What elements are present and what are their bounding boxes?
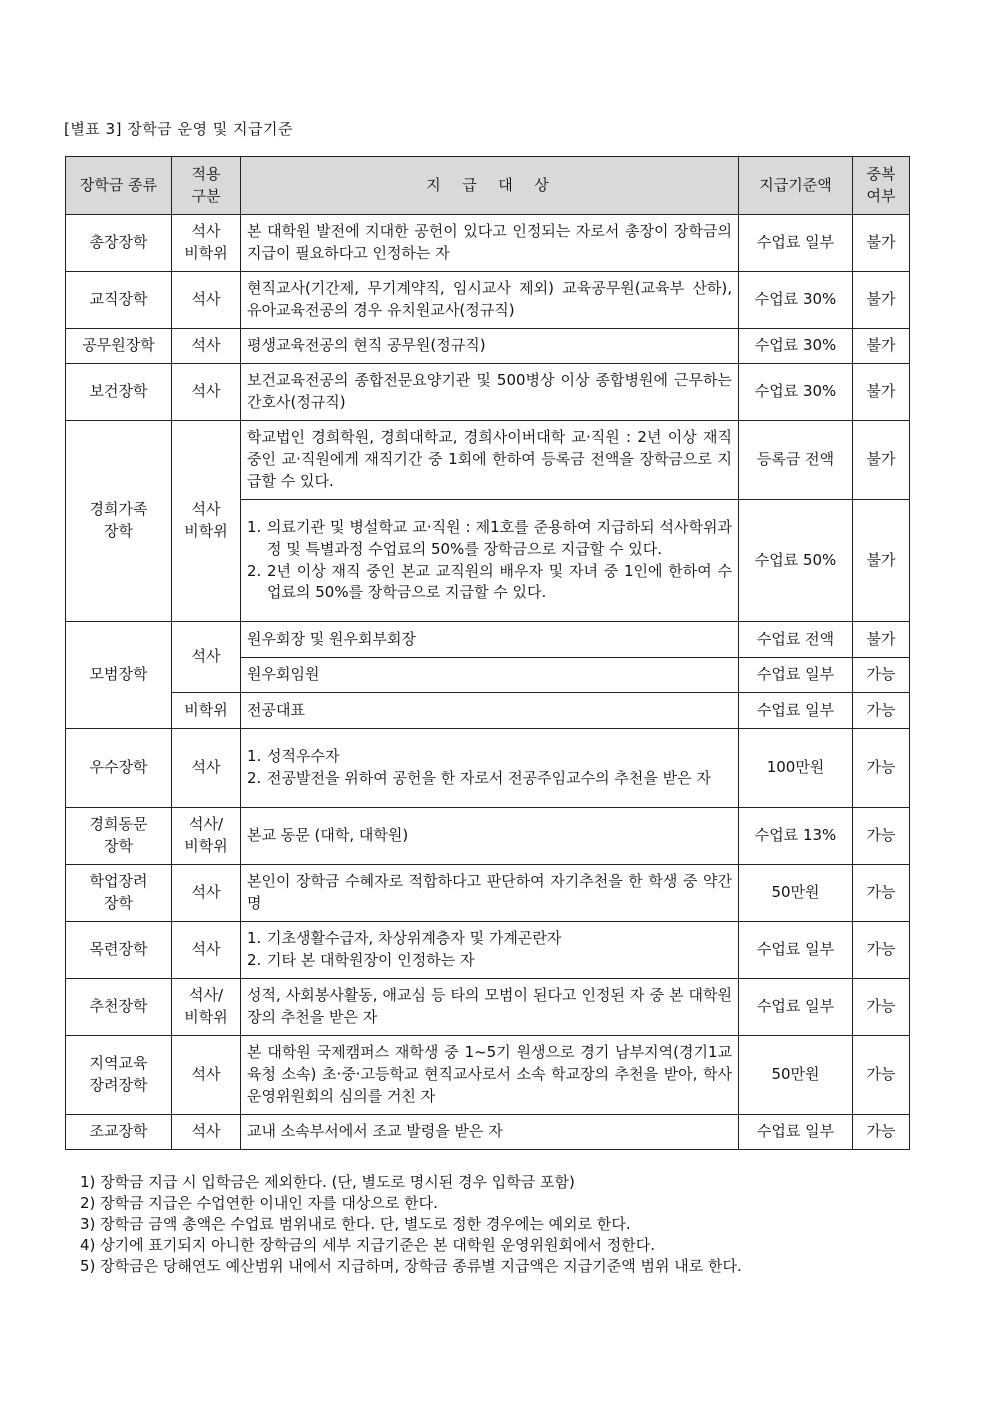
list-item: 1. 기초생활수급자, 차상위계층자 및 가계곤란자 bbox=[247, 929, 562, 948]
list-item: 1. 성적우수자 bbox=[247, 747, 340, 766]
scholarship-type: 학업장려 장학 bbox=[66, 865, 172, 922]
standard-amount: 수업료 50% bbox=[739, 500, 853, 622]
header-type: 장학금 종류 bbox=[66, 157, 172, 215]
duplicate-allowed: 가능 bbox=[853, 658, 910, 693]
scholarship-table bbox=[65, 156, 910, 1150]
header-standard: 지급기준액 bbox=[739, 157, 853, 215]
target: 원우회장 및 원우회부회장 bbox=[241, 622, 739, 658]
target: 본교 동문 (대학, 대학원) bbox=[241, 808, 739, 865]
scholarship-type: 보건장학 bbox=[66, 364, 172, 421]
scholarship-type: 총장장학 bbox=[66, 215, 172, 272]
scholarship-type: 경희동문 장학 bbox=[66, 808, 172, 865]
applies-to: 석사 bbox=[172, 364, 241, 421]
target bbox=[241, 729, 739, 808]
table-row bbox=[66, 272, 910, 329]
duplicate-allowed: 가능 bbox=[853, 808, 910, 865]
standard-amount: 수업료 13% bbox=[739, 808, 853, 865]
scholarship-type: 우수장학 bbox=[66, 729, 172, 808]
table-row bbox=[66, 729, 910, 808]
target: 교내 소속부서에서 조교 발령을 받은 자 bbox=[241, 1115, 739, 1150]
standard-amount: 수업료 일부 bbox=[739, 979, 853, 1036]
duplicate-allowed: 가능 bbox=[853, 979, 910, 1036]
table-row bbox=[66, 808, 910, 865]
standard-amount: 수업료 일부 bbox=[739, 658, 853, 693]
standard-amount: 수업료 일부 bbox=[739, 693, 853, 729]
table-row bbox=[66, 329, 910, 364]
table-row bbox=[66, 922, 910, 979]
applies-to: 비학위 bbox=[172, 693, 241, 729]
table-row bbox=[66, 622, 910, 658]
target: 보건교육전공의 종합전문요양기관 및 500병상 이상 종합병원에 근무하는 간호사(정규직) bbox=[241, 364, 739, 421]
footnote: 3) 장학금 금액 총액은 수업료 범위내로 한다. 단, 별도로 정한 경우에는 예외로 한다. bbox=[80, 1215, 631, 1233]
duplicate-allowed: 가능 bbox=[853, 1115, 910, 1150]
footnotes bbox=[80, 1172, 742, 1277]
standard-amount: 수업료 30% bbox=[739, 329, 853, 364]
table-row bbox=[66, 215, 910, 272]
duplicate-allowed: 가능 bbox=[853, 729, 910, 808]
standard-amount: 수업료 30% bbox=[739, 272, 853, 329]
target: 전공대표 bbox=[241, 693, 739, 729]
table-row bbox=[66, 364, 910, 421]
list-item: 2. 기타 본 대학원장이 인정하는 자 bbox=[247, 951, 475, 969]
scholarship-type: 경희가족 장학 bbox=[66, 421, 172, 622]
target: 원우회임원 bbox=[241, 658, 739, 693]
header-duplicate: 중복 여부 bbox=[853, 157, 910, 215]
target: 본인이 장학금 수혜자로 적합하다고 판단하여 자기추천을 한 학생 중 약간명 bbox=[241, 865, 739, 922]
target: 본 대학원 국제캠퍼스 재학생 중 1~5기 원생으로 경기 남부지역(경기1교육청 소속) 초·중·고등학교 현직교사로서 소속 학교장의 추천을 받아, 학사운영위원회의 심의를 거친 자 bbox=[241, 1036, 739, 1115]
standard-amount: 수업료 일부 bbox=[739, 215, 853, 272]
applies-to: 석사/ 비학위 bbox=[172, 808, 241, 865]
duplicate-allowed: 불가 bbox=[853, 329, 910, 364]
header-target: 지 급 대 상 bbox=[241, 157, 739, 215]
scholarship-type: 지역교육 장려장학 bbox=[66, 1036, 172, 1115]
scholarship-type: 공무원장학 bbox=[66, 329, 172, 364]
applies-to: 석사 비학위 bbox=[172, 215, 241, 272]
scholarship-type: 추천장학 bbox=[66, 979, 172, 1036]
applies-to: 석사 bbox=[172, 729, 241, 808]
duplicate-allowed: 불가 bbox=[853, 215, 910, 272]
duplicate-allowed: 불가 bbox=[853, 500, 910, 622]
footnote: 1) 장학금 지급 시 입학금은 제외한다. (단, 별도로 명시된 경우 입학금 포함) bbox=[80, 1173, 575, 1191]
standard-amount: 100만원 bbox=[739, 729, 853, 808]
applies-to: 석사 bbox=[172, 1115, 241, 1150]
target: 본 대학원 발전에 지대한 공헌이 있다고 인정되는 자로서 총장이 장학금의 지급이 필요하다고 인정하는 자 bbox=[241, 215, 739, 272]
list-item: 2. 2년 이상 재직 중인 본교 교직원의 배우자 및 자녀 중 1인에 한하여 수업료의 50%를 장학금으로 지급할 수 있다. bbox=[247, 561, 732, 602]
duplicate-allowed: 불가 bbox=[853, 421, 910, 500]
target: 현직교사(기간제, 무기계약직, 임시교사 제외) 교육공무원(교육부 산하), 유아교육전공의 경우 유치원교사(정규직) bbox=[241, 272, 739, 329]
applies-to: 석사 bbox=[172, 272, 241, 329]
applies-to: 석사 bbox=[172, 329, 241, 364]
scholarship-type: 모범장학 bbox=[66, 622, 172, 729]
scholarship-type: 목련장학 bbox=[66, 922, 172, 979]
standard-amount: 50만원 bbox=[739, 865, 853, 922]
standard-amount: 등록금 전액 bbox=[739, 421, 853, 500]
duplicate-allowed: 가능 bbox=[853, 1036, 910, 1115]
target: 평생교육전공의 현직 공무원(정규직) bbox=[241, 329, 739, 364]
table-row bbox=[66, 1036, 910, 1115]
duplicate-allowed: 가능 bbox=[853, 922, 910, 979]
duplicate-allowed: 불가 bbox=[853, 622, 910, 658]
standard-amount: 수업료 일부 bbox=[739, 1115, 853, 1150]
duplicate-allowed: 가능 bbox=[853, 693, 910, 729]
standard-amount: 수업료 30% bbox=[739, 364, 853, 421]
applies-to: 석사 bbox=[172, 622, 241, 693]
target: 학교법인 경희학원, 경희대학교, 경희사이버대학 교·직원 : 2년 이상 재직 중인 교·직원에게 재직기간 중 1회에 한하여 등록금 전액을 장학금으로 지급할 수 있다. bbox=[241, 421, 739, 500]
table-row bbox=[66, 979, 910, 1036]
target bbox=[241, 922, 739, 979]
standard-amount: 수업료 일부 bbox=[739, 922, 853, 979]
footnote: 2) 장학금 지급은 수업연한 이내인 자를 대상으로 한다. bbox=[80, 1194, 438, 1212]
scholarship-type: 조교장학 bbox=[66, 1115, 172, 1150]
table-row bbox=[66, 693, 910, 729]
duplicate-allowed: 불가 bbox=[853, 364, 910, 421]
footnote: 5) 장학금은 당해연도 예산범위 내에서 지급하며, 장학금 종류별 지급액은 지급기준액 범위 내로 한다. bbox=[80, 1257, 742, 1275]
standard-amount: 수업료 전액 bbox=[739, 622, 853, 658]
applies-to: 석사/ 비학위 bbox=[172, 979, 241, 1036]
target bbox=[241, 500, 739, 622]
table-row bbox=[66, 421, 910, 500]
list-item: 1. 의료기관 및 병설학교 교·직원 : 제1호를 준용하여 지급하되 석사학위과정 및 특별과정 수업료의 50%를 장학금으로 지급할 수 있다. bbox=[247, 518, 732, 558]
duplicate-allowed: 가능 bbox=[853, 865, 910, 922]
standard-amount: 50만원 bbox=[739, 1036, 853, 1115]
applies-to: 석사 비학위 bbox=[172, 421, 241, 622]
applies-to: 석사 bbox=[172, 865, 241, 922]
table-row bbox=[66, 1115, 910, 1150]
table-header-row bbox=[66, 157, 910, 215]
scholarship-type: 교직장학 bbox=[66, 272, 172, 329]
duplicate-allowed: 불가 bbox=[853, 272, 910, 329]
table-caption: [별표 3] 장학금 운영 및 지급기준 bbox=[64, 120, 293, 138]
list-item: 2. 전공발전을 위하여 공헌을 한 자로서 전공주임교수의 추천을 받은 자 bbox=[247, 769, 711, 787]
footnote: 4) 상기에 표기되지 아니한 장학금의 세부 지급기준은 본 대학원 운영위원회에서 정한다. bbox=[80, 1236, 655, 1254]
header-applies: 적용 구분 bbox=[172, 157, 241, 215]
applies-to: 석사 bbox=[172, 922, 241, 979]
applies-to: 석사 bbox=[172, 1036, 241, 1115]
table-row bbox=[66, 865, 910, 922]
target: 성적, 사회봉사활동, 애교심 등 타의 모범이 된다고 인정된 자 중 본 대학원장의 추천을 받은 자 bbox=[241, 979, 739, 1036]
